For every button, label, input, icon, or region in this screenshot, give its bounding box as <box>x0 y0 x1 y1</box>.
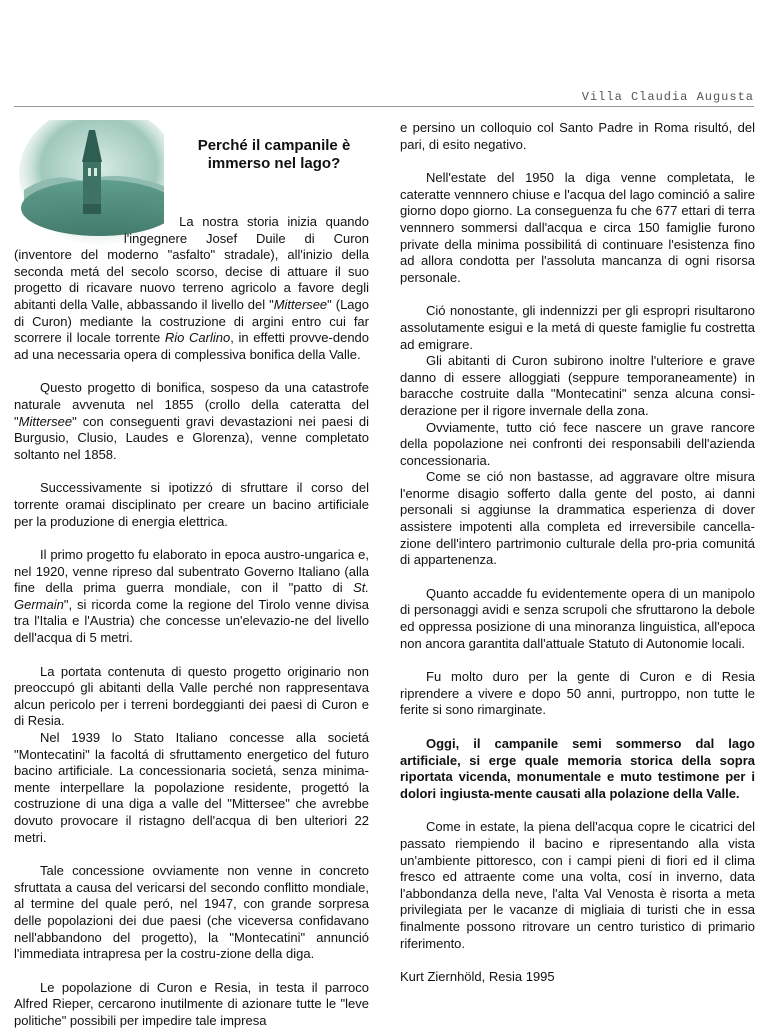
paragraph-5: La portata contenuta di questo progetto originario non preoccupó gli abitanti della Valle perché non rappresentava alcun pericolo per i terreni bordeggianti dei paesi di Curon e di Resia. <box>14 663 369 729</box>
paragraph-12: Gli abitanti di Curon subirono inoltre l'ulteriore e grave danno di essere alloggiati (seppure temporaneamente) in baracche costruite dalla "Montecatini" senza alcuna consi-derazione per il rigore invernale della zona. <box>400 353 755 418</box>
right-column <box>400 120 755 986</box>
paragraph-8: Le popolazione di Curon e Resia, in testa il parroco Alfred Rieper, cercarono inutilmente di azionare tutte le "leve politiche" possibili per impedire tale impresa <box>14 979 369 1028</box>
paragraph-1: La nostra storia inizia quando l'ingegnere Josef Duile di Curon (inventore del moderno "asfalto" stradale), all'inizio della seconda metá del secolo scorso, decise di attuare il suo progetto di ricavare nuovo terreno agricolo a favore degli abitanti della Valle, abbassando il livello del "Mittersee" (Lago di Curon) mediante la costruzione di argini entro cui far scorrere il locale torrente Rio Carlino, in effetti provve-dendo ad una necessaria opera di complessiva bonifica della Valle. <box>14 214 370 362</box>
paragraph-2: Questo progetto di bonifica, sospeso da una catastrofe naturale avvenuta nel 1855 (crollo della cateratta del "Mittersee" con conseguenti gravi devastazioni nei paesi di Burgusio, Clusio, Laudes e Glorenza), venne completato soltanto nel 1858. <box>14 380 369 462</box>
paragraph-16: Fu molto duro per la gente di Curon e di Resia riprendere a vivere e dopo 50 anni, purtroppo, non tutte le ferite si sono rimarginate. <box>400 669 755 718</box>
left-column <box>14 120 369 1030</box>
paragraph-18: Come in estate, la piena dell'acqua copre le cicatrici del passato riempiendo il bacino e ripresentando alla vista un'ambiente pittoresco, con i campi pieni di fiori ed il clima fresco ed attraente come una volta, cosí in inverno, data l'abbondanza della neve, l'alta Val Venosta è risorta a meta privilegiata per le vacanze di migliaia di turisti che in essa finalmente possono ritrovare un centro turistico di primario riferimento. <box>400 819 755 951</box>
paragraph-10: Nell'estate del 1950 la diga venne completata, le cateratte vennnero chiuse e l'acqua del lago cominció a salire giorno dopo giorno. La conseguenza fu che 677 ettari di terra vennnero sommersi dall'acqua e circa 150 famiglie furono private della minima possibilitá di continuare l'esistenza fino ad allora condotta per l'assoluta mancanza di ogni risorsa personale. <box>400 170 755 285</box>
paragraph-7: Tale concessione ovviamente non venne in concreto sfruttata a causa del vericarsi del secondo conflitto mondiale, al termine del quale peró, nel 1947, con grande sorpresa delle popolazioni dei due paesi (che viceversa confidavano nell'abbandono del progetto), la "Montecatini" annunció l'immediata intrapresa per la costru-zione della diga. <box>14 863 369 962</box>
paragraph-9: e persino un colloquio col Santo Padre in Roma risultó, del pari, di esito negativo. <box>400 120 755 152</box>
paragraph-11: Ció nonostante, gli indennizzi per gli espropri risultarono assolutamente esigui e la metá di queste famiglie fu costretta ad emigrare. <box>400 303 755 352</box>
title-line-2: immerso nel lago? <box>207 155 341 172</box>
paragraph-6: Nel 1939 lo Stato Italiano concesse alla societá "Montecatini" la facoltá di sfruttamento energetico del futuro bacino artificiale. La concessionaria societá, senza minima-mente interpellare la popolazione residente, progettó la costruzione di una diga a valle del "Mittersee" che avrebbe dovuto provocare il ristagno dell'acqua di ben ulteriori 22 metri. <box>14 730 369 845</box>
paragraph-3: Successivamente si ipotizzó di sfruttare il corso del torrente oramai disciplinato per creare un bacino artificiale per la produzione di energia elettrica. <box>14 480 369 529</box>
signature: Kurt Ziernhöld, Resia 1995 <box>400 969 555 985</box>
paragraph-14: Come se ció non bastasse, ad aggravare oltre misura l'enorme disagio sofferto dalla gente del posto, ai danni personali si aggiunse la drammatica esperienza di dover assistere impotenti alla completa ed irreversibile cancella-zione dell'intero partrimonio culturale della pro-pria comunitá di appartenenza. <box>400 469 755 568</box>
paragraph-15: Quanto accadde fu evidentemente opera di un manipolo di personaggi avidi e senza scrupoli che sfruttarono la debole ed oppressa posizione di una minoranza linguistica, all'epoca non ancora garantita dall'attuale Statuto di Autonomie locali. <box>400 585 755 651</box>
header-rule <box>14 106 754 107</box>
title-line-1: Perché il campanile è <box>197 137 351 154</box>
site-header: Villa Claudia Augusta <box>581 90 754 104</box>
paragraph-4: Il primo progetto fu elaborato in epoca austro-ungarica e, nel 1920, venne ripreso dal subentrato Governo Italiano (alla fine della prima guerra mondiale, con il "patto di St. Germain", si ricorda come la regione del Tirolo venne divisa tra l'Italia e l'Austria) che concesse un'elevazio-ne del livello dell'acqua di 5 metri. <box>14 547 369 646</box>
paragraph-17: Oggi, il campanile semi sommerso dal lago artificiale, si erge quale memoria storica della sopra riportata vicenda, monumentale e muto testimone per i dolori ingiusta-mente causati alla polazione della Valle. <box>400 736 755 801</box>
paragraph-13: Ovviamente, tutto ció fece nascere un grave rancore della popolazione nei confronti dei responsabili dell'azienda concessionaria. <box>400 419 755 468</box>
